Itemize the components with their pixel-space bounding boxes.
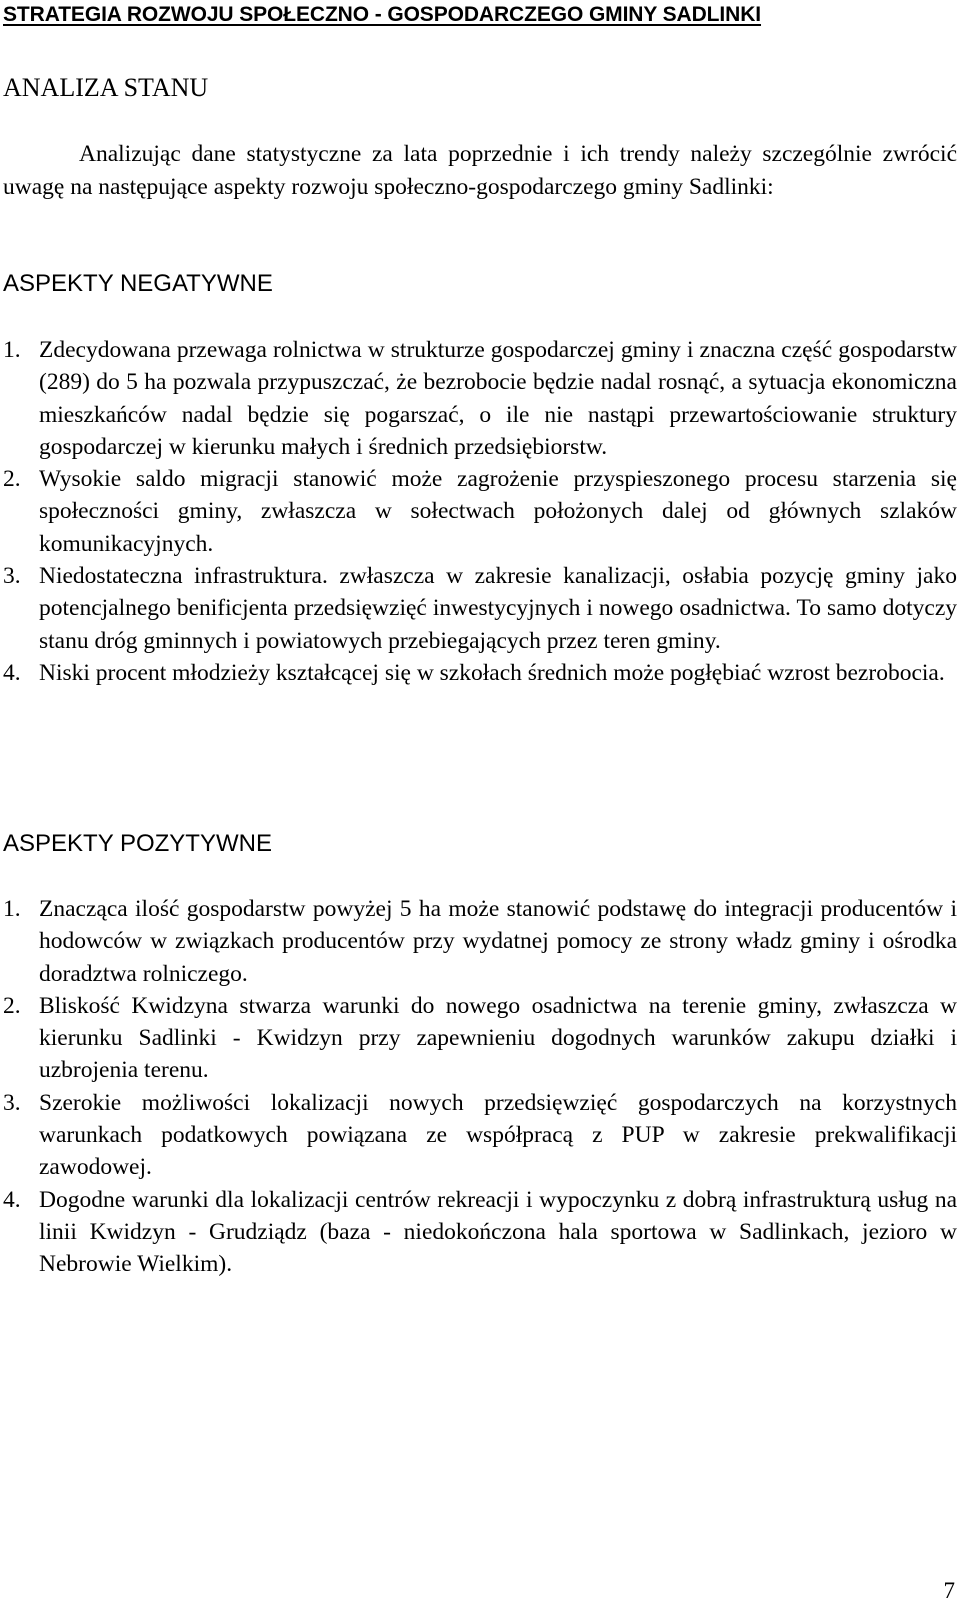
section-heading-analiza-stanu: ANALIZA STANU <box>3 73 209 102</box>
list-item-number: 3. <box>3 563 21 590</box>
list-item-text: Wysokie saldo migracji stanowić może zagrożenie przyspieszonego procesu starzenia się społeczności gminy, zwłaszcza w sołectwach położonych dalej od głównych szlaków komunikacyjnych. <box>39 466 957 557</box>
negative-item-2 <box>3 463 957 560</box>
list-item-number: 2. <box>3 466 21 493</box>
document-page <box>3 0 957 1614</box>
list-item-text: Niski procent młodzieży kształcącej się w szkołach średnich może pogłębiać wzrost bezrobocia. <box>39 659 945 686</box>
page-number: 7 <box>943 1578 955 1603</box>
positive-aspects-list <box>3 893 957 1281</box>
list-item-text: Dogodne warunki dla lokalizacji centrów rekreacji i wypoczynku z dobrą infrastrukturą usług na linii Kwidzyn - Grudziądz (baza - niedokończona hala sportowa w Sadlinkach, jezioro w Nebrowie Wielkim). <box>39 1186 957 1278</box>
negative-item-1 <box>3 334 957 463</box>
negative-aspects-list <box>3 334 957 689</box>
negative-item-3 <box>3 560 957 657</box>
list-item-number: 4. <box>3 1186 21 1213</box>
positive-item-1 <box>3 893 957 990</box>
positive-item-4 <box>3 1184 957 1281</box>
list-item-text: Niedostateczna infrastruktura. zwłaszcza w zakresie kanalizacji, osłabia pozycję gminy jako potencjalnego benificjenta przedsięwzięć inwestycyjnych i nowego osadnictwa. To samo dotyczy stanu dróg gminnych i powiatowych przebiegających przez teren gminy. <box>39 563 957 654</box>
list-item-number: 3. <box>3 1089 21 1116</box>
list-item-number: 4. <box>3 659 21 686</box>
list-item-text: Zdecydowana przewaga rolnictwa w strukturze gospodarczej gminy i znaczna część gospodarstw (289) do 5 ha pozwala przypuszczać, że bezrobocie będzie nadal rosnąć, a sytuacja ekonomiczna mieszkańców nadal będzie się pogarszać, o ile nie nastąpi przewartościowanie struktury gospodarczej w kierunku małych i średnich przedsiębiorstw. <box>39 337 957 460</box>
list-item-text: Znacząca ilość gospodarstw powyżej 5 ha może stanowić podstawę do integracji producentów i hodowców w związkach producentów przy wydatnej pomocy ze strony władz gminy i ośrodka doradztwa rolniczego. <box>39 896 957 987</box>
list-item-number: 1. <box>3 896 21 922</box>
list-item-number: 2. <box>3 992 21 1019</box>
section-heading-positive: ASPEKTY POZYTYWNE <box>3 830 272 857</box>
list-item-number: 1. <box>3 337 21 363</box>
positive-item-3 <box>3 1087 957 1184</box>
intro-paragraph: Analizując dane statystyczne za lata poprzednie i ich trendy należy szczególnie zwrócić uwagę na następujące aspekty rozwoju społeczno-gospodarczego gminy Sadlinki: <box>3 141 957 200</box>
negative-item-4 <box>3 657 957 689</box>
list-item-text: Szerokie możliwości lokalizacji nowych przedsięwzięć gospodarczych na korzystnych warunkach podatkowych powiązana ze współpracą z PUP w zakresie prekwalifikacji zawodowej. <box>39 1089 957 1181</box>
section-heading-negative: ASPEKTY NEGATYWNE <box>3 270 273 297</box>
list-item-text: Bliskość Kwidzyna stwarza warunki do nowego osadnictwa na terenie gminy, zwłaszcza w kierunku Sadlinki - Kwidzyn przy zapewnieniu dogodnych warunków zakupu działki i uzbrojenia terenu. <box>39 992 957 1084</box>
document-header-title: STRATEGIA ROZWOJU SPOŁECZNO - GOSPODARCZEGO GMINY SADLINKI <box>3 3 762 26</box>
positive-item-2 <box>3 990 957 1087</box>
